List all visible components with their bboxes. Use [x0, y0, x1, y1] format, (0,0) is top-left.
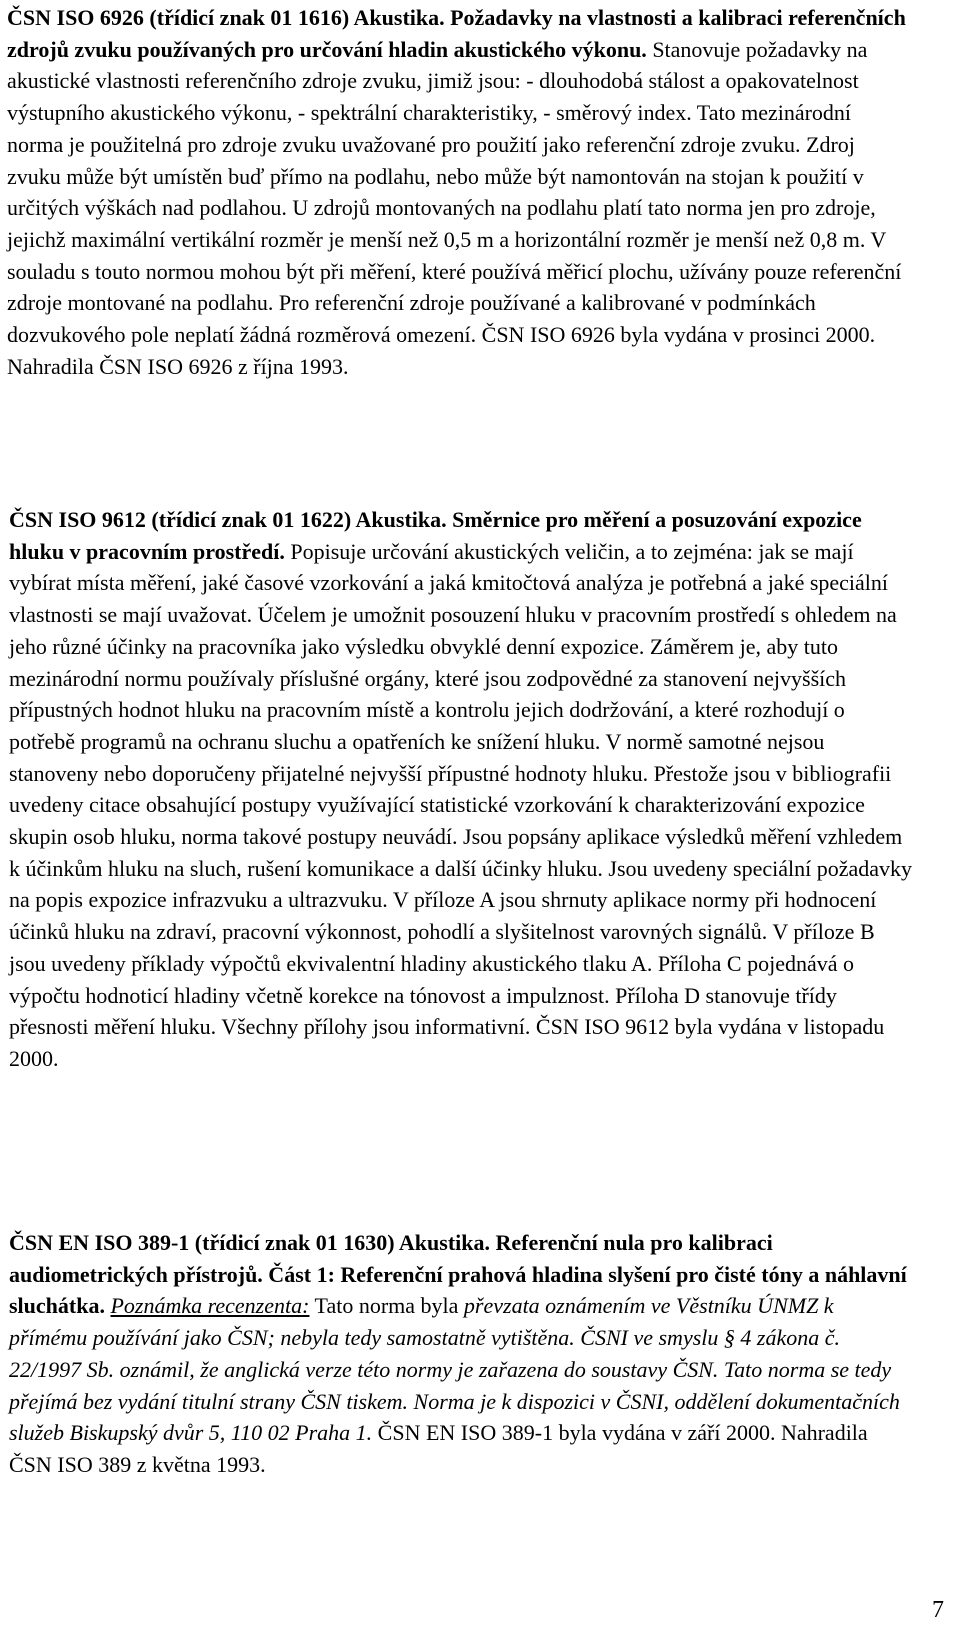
entry-body: ČSN EN ISO 389-1 byla vydána v září 2000. Nahradila ČSN ISO 389 z května 1993.: [9, 1420, 868, 1477]
standard-entry-iso-9612: [9, 504, 914, 1075]
reviewer-note-text: Tato norma byla: [309, 1293, 464, 1319]
entry-body: Popisuje určování akustických veličin, a to zejména: jak se mají vybírat místa měření, jaké časové vzorkování a jaká kmitočtová analýza je potřebná a jaké speciální vlastnosti se mají uvažovat. Účelem je umožnit posouzení hluku v pracovním prostředí s ohledem na jeho různé účinky na pracovníka jako výsledku obvyklé denní expozice. Záměrem je, aby tuto mezinárodní normu používaly příslušné orgány, které jsou zodpovědné za stanovení nejvyšších přípustných hodnot hluku na pracovním místě a kontrolu jejich dodržování, a které rozhodují o potřebě programů na ochranu sluchu a opatřeních ke snížení hluku. V normě samotné nejsou stanoveny nebo doporučeny přijatelné nejvyšší přípustné hodnoty hluku. Přestože jsou v bibliografii uvedeny citace obsahující postupy využívající statistické vzorkování k charakterizování expozice skupin osob hluku, norma takové postupy neuvádí. Jsou popsány aplikace výsledků měření vzhledem k účinkům hluku na sluch, rušení komunikace a další účinky hluku. Jsou uvedeny speciální požadavky na popis expozice infrazvuku a ultrazvuku. V příloze A jsou shrnuty aplikace normy při hodnocení účinků hluku na zdraví, pracovní výkonnost, pohodlí a slyšitelnost varovných signálů. V příloze B jsou uvedeny příklady výpočtů ekvivalentní hladiny akustického tlaku A. Příloha C pojednává o výpočtu hodnoticí hladiny včetně korekce na tónovost a impulznost. Příloha D stanovuje třídy přesnosti měření hluku. Všechny přílohy jsou informativní. ČSN ISO 9612 byla vydána v listopadu 2000.: [9, 538, 913, 1071]
entry-title: ČSN ISO 9612 (třídicí znak 01 1622) Akustika. Směrnice pro měření a posuzování expozice hluku v pracovním prostředí.: [9, 507, 862, 564]
reviewer-note-label: Poznámka recenzenta:: [110, 1293, 310, 1319]
entry-title: ČSN ISO 6926 (třídicí znak 01 1616) Akustika. Požadavky na vlastnosti a kalibraci referenčních zdrojů zvuku používaných pro určování hladin akustického výkonu.: [7, 5, 906, 62]
standard-entry-iso-389-1: [9, 1227, 914, 1481]
reviewer-note-italic: převzata oznámením ve Věstníku ÚNMZ k přímému používání jako ČSN; nebyla tedy samostatně vytištěna. ČSNI ve smyslu § 4 zákona č. 22/1997 Sb. oznámil, že anglická verze této normy je zařazena do soustavy ČSN. Tato norma se tedy přejímá bez vydání titulní strany ČSN tiskem. Norma je k dispozici v ČSNI, oddělení dokumentačních služeb Biskupský dvůr 5, 110 02 Praha 1.: [9, 1293, 900, 1446]
entry-title: ČSN EN ISO 389-1 (třídicí znak 01 1630) Akustika. Referenční nula pro kalibraci audiometrických přístrojů. Část 1: Referenční prahová hladina slyšení pro čisté tóny a náhlavní sluchátka.: [9, 1230, 907, 1319]
page-number: 7: [932, 1597, 944, 1623]
entry-body: Stanovuje požadavky na akustické vlastnosti referenčního zdroje zvuku, jimiž jsou: - dlouhodobá stálost a opakovatelnost výstupního akustického výkonu, - spektrální charakteristiky, - směrový index. Tato mezinárodní norma je použitelná pro zdroje zvuku uvažované pro použití jako referenční zdroje zvuku. Zdroj zvuku může být umístěn buď přímo na podlahu, nebo může být namontován na stojan k použití v určitých výškách nad podlahou. U zdrojů montovaných na podlahu platí tato norma jen pro zdroje, jejichž maximální vertikální rozměr je menší než 0,5 m a horizontální rozměr je menší než 0,8 m. V souladu s touto normou mohou být při měření, které používá měřicí plochu, užívány pouze referenční zdroje montované na podlahu. Pro referenční zdroje používané a kalibrované v podmínkách dozvukového pole neplatí žádná rozměrová omezení. ČSN ISO 6926 byla vydána v prosinci 2000. Nahradila ČSN ISO 6926 z října 1993.: [7, 36, 902, 379]
standard-entry-iso-6926: [7, 2, 912, 382]
